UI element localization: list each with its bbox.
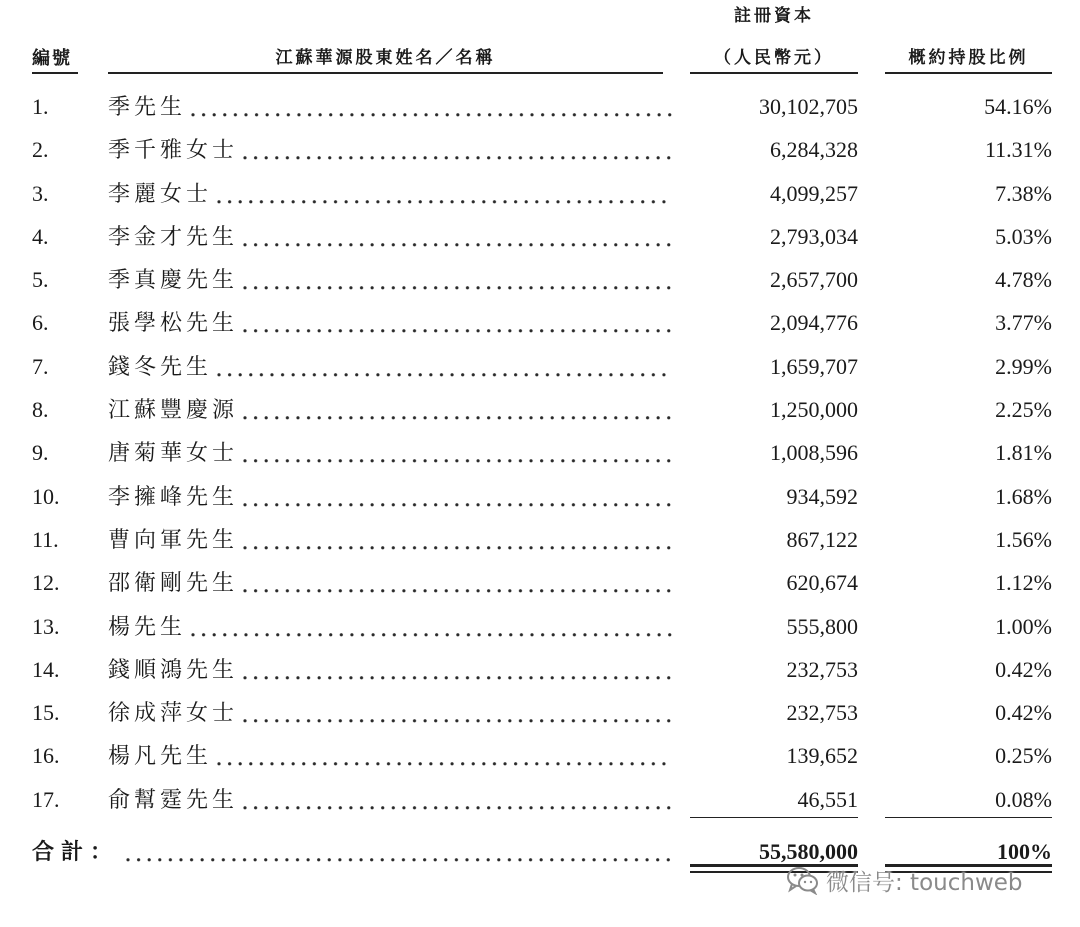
row-number: 13. xyxy=(32,613,60,639)
table-row xyxy=(0,691,1080,734)
shareholding-percentage: 0.08% xyxy=(995,786,1052,812)
row-number: 17. xyxy=(32,786,60,812)
dot-leader xyxy=(188,605,672,648)
shareholder-name-cell xyxy=(108,85,672,128)
registered-capital: 555,800 xyxy=(786,613,858,639)
header-percentage: 概約持股比例 xyxy=(908,48,1029,67)
table-row xyxy=(0,778,1080,821)
row-number: 9. xyxy=(32,440,49,466)
total-label-cell xyxy=(32,830,672,873)
shareholding-percentage: 3.77% xyxy=(995,310,1052,336)
table-row xyxy=(0,605,1080,648)
row-number: 15. xyxy=(32,700,60,726)
row-number: 8. xyxy=(32,397,49,423)
shareholder-name: 徐成萍女士 xyxy=(108,700,239,726)
shareholder-name: 李金才先生 xyxy=(108,223,239,249)
header-capital-line2: （人民幣元） xyxy=(714,48,834,67)
row-number: 12. xyxy=(32,570,60,596)
dot-leader xyxy=(240,388,672,431)
shareholder-name-cell xyxy=(108,258,672,301)
registered-capital: 1,008,596 xyxy=(770,440,858,466)
shareholder-name: 楊先生 xyxy=(108,613,187,639)
shareholder-name: 張學松先生 xyxy=(108,310,239,336)
row-number: 4. xyxy=(32,223,49,249)
shareholding-percentage: 1.00% xyxy=(995,613,1052,639)
shareholder-name: 季真慶先生 xyxy=(108,267,239,293)
dot-leader xyxy=(240,301,672,344)
registered-capital: 232,753 xyxy=(786,656,858,682)
row-number: 10. xyxy=(32,483,60,509)
shareholder-name: 李擁峰先生 xyxy=(108,483,239,509)
shareholder-name-cell xyxy=(108,648,672,691)
dot-leader xyxy=(240,128,672,171)
table-row xyxy=(0,215,1080,258)
shareholder-name-cell xyxy=(108,475,672,518)
dot-leader xyxy=(240,431,672,474)
registered-capital: 867,122 xyxy=(786,526,858,552)
shareholding-percentage: 0.42% xyxy=(995,700,1052,726)
total-capital: 55,580,000 xyxy=(759,839,858,864)
dot-leader xyxy=(240,561,672,604)
shareholder-name: 江蘇豐慶源 xyxy=(108,397,239,423)
registered-capital: 30,102,705 xyxy=(759,94,858,119)
header-capital-line1: 註冊資本 xyxy=(734,6,814,25)
table-row xyxy=(0,172,1080,215)
shareholding-percentage: 1.81% xyxy=(995,440,1052,466)
table-row xyxy=(0,345,1080,388)
shareholding-percentage: 5.03% xyxy=(995,223,1052,249)
dot-leader xyxy=(214,734,672,777)
registered-capital: 2,094,776 xyxy=(770,310,858,336)
table-row xyxy=(0,258,1080,301)
shareholding-percentage: 1.12% xyxy=(995,570,1052,596)
shareholding-percentage: 4.78% xyxy=(995,267,1052,293)
dot-leader xyxy=(240,518,672,561)
sum-rule-capital xyxy=(690,817,858,818)
total-label: 合計： xyxy=(32,839,120,864)
total-percentage: 100% xyxy=(997,839,1052,864)
registered-capital: 6,284,328 xyxy=(770,137,858,163)
shareholding-percentage: 2.99% xyxy=(995,353,1052,379)
shareholder-name-cell xyxy=(108,345,672,388)
shareholder-name-cell xyxy=(108,128,672,171)
dot-leader xyxy=(188,85,672,128)
shareholder-name-cell xyxy=(108,778,672,821)
table-row xyxy=(0,475,1080,518)
registered-capital: 46,551 xyxy=(797,786,858,812)
shareholder-name-cell xyxy=(108,388,672,431)
header-underline-percentage xyxy=(885,72,1052,74)
registered-capital: 2,793,034 xyxy=(770,223,858,249)
shareholder-name: 唐菊華女士 xyxy=(108,440,239,466)
table-row xyxy=(0,431,1080,474)
shareholder-name-cell xyxy=(108,431,672,474)
header-underline-capital xyxy=(690,72,858,74)
table-row xyxy=(0,388,1080,431)
dot-leader xyxy=(214,172,672,215)
table-row xyxy=(0,85,1080,128)
table-row xyxy=(0,301,1080,344)
row-number: 11. xyxy=(32,526,59,552)
shareholder-name: 邵衛剛先生 xyxy=(108,570,239,596)
shareholder-name: 李麗女士 xyxy=(108,180,213,206)
sum-rule-percentage xyxy=(885,817,1052,818)
table-row xyxy=(0,734,1080,777)
shareholder-name-cell xyxy=(108,301,672,344)
shareholder-name: 錢順鴻先生 xyxy=(108,656,239,682)
shareholder-name-cell xyxy=(108,561,672,604)
wechat-icon xyxy=(786,865,820,895)
header-number: 編號 xyxy=(32,48,72,68)
shareholding-percentage: 7.38% xyxy=(995,180,1052,206)
watermark-text: 微信号: touchweb xyxy=(826,869,1023,896)
shareholding-percentage: 11.31% xyxy=(984,137,1052,163)
row-number: 6. xyxy=(32,310,49,336)
watermark xyxy=(786,862,1023,898)
registered-capital: 620,674 xyxy=(786,570,858,596)
table-row xyxy=(0,128,1080,171)
header-underline-number xyxy=(32,72,78,74)
shareholder-name-cell xyxy=(108,215,672,258)
registered-capital: 934,592 xyxy=(786,483,858,509)
registered-capital: 1,250,000 xyxy=(770,397,858,423)
shareholder-name: 錢冬先生 xyxy=(108,353,213,379)
shareholder-name: 楊凡先生 xyxy=(108,743,213,769)
dot-leader xyxy=(240,691,672,734)
header-shareholder-name: 江蘇華源股東姓名／名稱 xyxy=(275,48,496,67)
shareholder-name-cell xyxy=(108,172,672,215)
shareholder-name: 季千雅女士 xyxy=(108,137,239,163)
dot-leader xyxy=(240,475,672,518)
registered-capital: 2,657,700 xyxy=(770,267,858,293)
shareholding-percentage: 1.56% xyxy=(995,526,1052,552)
shareholder-name-cell xyxy=(108,605,672,648)
registered-capital: 1,659,707 xyxy=(770,353,858,379)
row-number: 2. xyxy=(32,137,49,163)
shareholding-percentage: 54.16% xyxy=(984,94,1052,119)
dot-leader xyxy=(240,778,672,821)
shareholding-percentage: 0.25% xyxy=(995,743,1052,769)
row-number: 3. xyxy=(32,180,49,206)
registered-capital: 139,652 xyxy=(786,743,858,769)
table-row xyxy=(0,518,1080,561)
row-number: 14. xyxy=(32,656,60,682)
shareholder-table xyxy=(0,85,1080,821)
table-row xyxy=(0,561,1080,604)
shareholder-name-cell xyxy=(108,691,672,734)
dot-leader xyxy=(240,648,672,691)
dot-leader xyxy=(240,258,672,301)
dot-leader xyxy=(240,215,672,258)
row-number: 16. xyxy=(32,743,60,769)
shareholder-name: 季先生 xyxy=(108,94,187,119)
row-number: 1. xyxy=(32,94,49,119)
shareholder-name-cell xyxy=(108,734,672,777)
shareholder-name: 曹向軍先生 xyxy=(108,526,239,552)
shareholding-percentage: 0.42% xyxy=(995,656,1052,682)
shareholder-name: 俞幫霆先生 xyxy=(108,786,239,812)
registered-capital: 232,753 xyxy=(786,700,858,726)
row-number: 7. xyxy=(32,353,49,379)
dot-leader xyxy=(214,345,672,388)
row-number: 5. xyxy=(32,267,49,293)
shareholder-name-cell xyxy=(108,518,672,561)
shareholding-percentage: 2.25% xyxy=(995,397,1052,423)
header-underline-name xyxy=(108,72,663,74)
registered-capital: 4,099,257 xyxy=(770,180,858,206)
shareholding-percentage: 1.68% xyxy=(995,483,1052,509)
table-row xyxy=(0,648,1080,691)
dot-leader xyxy=(123,830,672,873)
